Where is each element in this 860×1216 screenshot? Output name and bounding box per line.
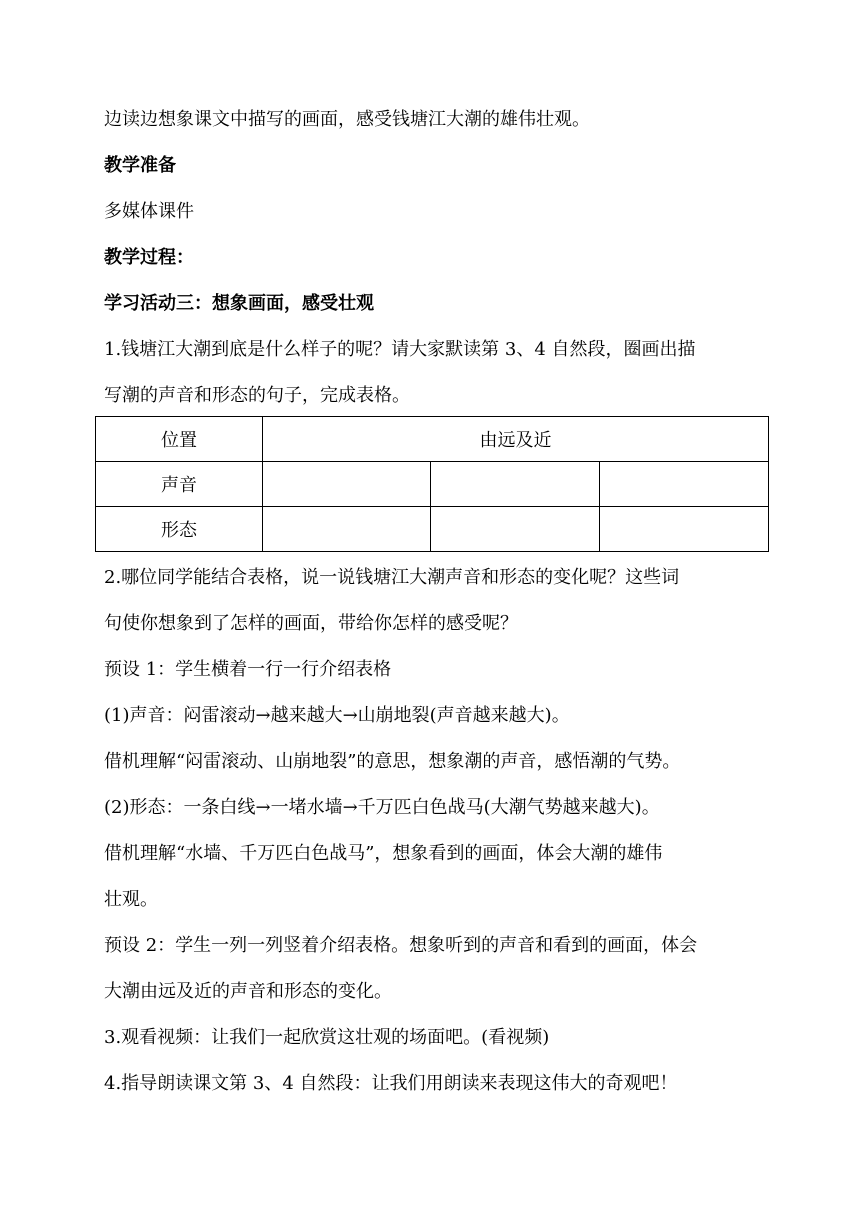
shape-explanation-line-2: 壮观。: [104, 889, 158, 910]
preset-2-line-1: 预设 2：学生一列一列竖着介绍表格。想象听到的声音和看到的画面，体会: [104, 935, 698, 956]
table-row: [96, 462, 769, 507]
shape-explanation-line-1: 借机理解“水墙、千万匹白色战马”，想象看到的画面，体会大潮的雄伟: [104, 843, 663, 864]
question-3-text: 3.观看视频：让我们一起欣赏这壮观的场面吧。(看视频): [104, 1027, 550, 1048]
table-cell: [431, 462, 600, 507]
question-2-line-1: 2.哪位同学能结合表格，说一说钱塘江大潮声音和形态的变化呢？这些词: [104, 567, 680, 588]
activity-heading: 学习活动三：想象画面，感受壮观: [104, 293, 374, 314]
observation-table-wrapper: [95, 416, 768, 552]
shape-progression: (2)形态：一条白线→一堵水墙→千万匹白色战马(大潮气势越来越大)。: [104, 797, 660, 818]
question-2-line-2: 句使你想象到了怎样的画面，带给你怎样的感受呢？: [104, 613, 518, 634]
section-heading-preparation: 教学准备: [104, 155, 176, 176]
table-row: [96, 507, 769, 552]
question-4-text: 4.指导朗读课文第 3、4 自然段：让我们用朗读来表现这伟大的奇观吧！: [104, 1073, 678, 1094]
objective-text: 边读边想象课文中描写的画面，感受钱塘江大潮的雄伟壮观。: [104, 109, 590, 130]
table-row-label: 声音: [96, 462, 263, 507]
table-cell: [263, 507, 431, 552]
table-cell: [263, 462, 431, 507]
table-cell: [600, 462, 769, 507]
question-1-line-1: 1.钱塘江大潮到底是什么样子的呢？请大家默读第 3、4 自然段，圈画出描: [104, 339, 696, 360]
table-header-row: [96, 417, 769, 462]
table-cell: [600, 507, 769, 552]
preparation-text: 多媒体课件: [104, 201, 194, 222]
section-heading-process: 教学过程：: [104, 247, 194, 268]
sound-explanation: 借机理解“闷雷滚动、山崩地裂”的意思，想象潮的声音，感悟潮的气势。: [104, 751, 681, 772]
observation-table: [95, 416, 769, 552]
preset-1-text: 预设 1：学生横着一行一行介绍表格: [104, 659, 392, 680]
table-header-label: 位置: [96, 417, 263, 462]
document-page: [104, 108, 768, 1096]
preset-2-line-2: 大潮由远及近的声音和形态的变化。: [104, 981, 392, 1002]
question-1-line-2: 写潮的声音和形态的句子，完成表格。: [104, 385, 410, 406]
sound-progression: (1)声音：闷雷滚动→越来越大→山崩地裂(声音越来越大)。: [104, 705, 570, 726]
table-row-label: 形态: [96, 507, 263, 552]
table-cell: [431, 507, 600, 552]
table-header-value: 由远及近: [263, 417, 769, 462]
